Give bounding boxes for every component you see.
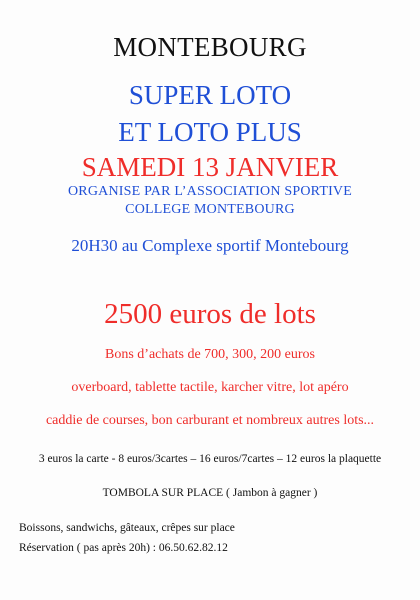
organizer-line2: COLLEGE MONTEBOURG — [125, 202, 295, 217]
prizes-total: 2500 euros de lots — [104, 298, 316, 330]
time-venue: 20H30 au Complexe sportif Montebourg — [71, 236, 349, 255]
refreshments-line: Boissons, sandwichs, gâteaux, crêpes sur place — [19, 522, 235, 534]
card-prices: 3 euros la carte - 8 euros/3cartes – 16 euros/7cartes – 12 euros la plaquette — [38, 453, 382, 465]
town-heading: MONTEBOURG — [113, 32, 307, 62]
prize-items-line1: overboard, tablette tactile, karcher vitre, lot apéro — [71, 380, 349, 395]
event-title-line1: SUPER LOTO — [128, 80, 292, 110]
vouchers-line: Bons d’achats de 700, 300, 200 euros — [105, 347, 315, 362]
tombola-line: TOMBOLA SUR PLACE ( Jambon à gagner ) — [102, 487, 318, 499]
prize-items-line2: caddie de courses, bon carburant et nombreux autres lots... — [45, 413, 375, 428]
event-date: SAMEDI 13 JANVIER — [81, 152, 339, 182]
event-title-line2: ET LOTO PLUS — [118, 117, 302, 147]
reservation-line: Réservation ( pas après 20h) : 06.50.62.82.12 — [19, 542, 228, 554]
organizer-line1: ORGANISE PAR L’ASSOCIATION SPORTIVE — [68, 184, 352, 199]
